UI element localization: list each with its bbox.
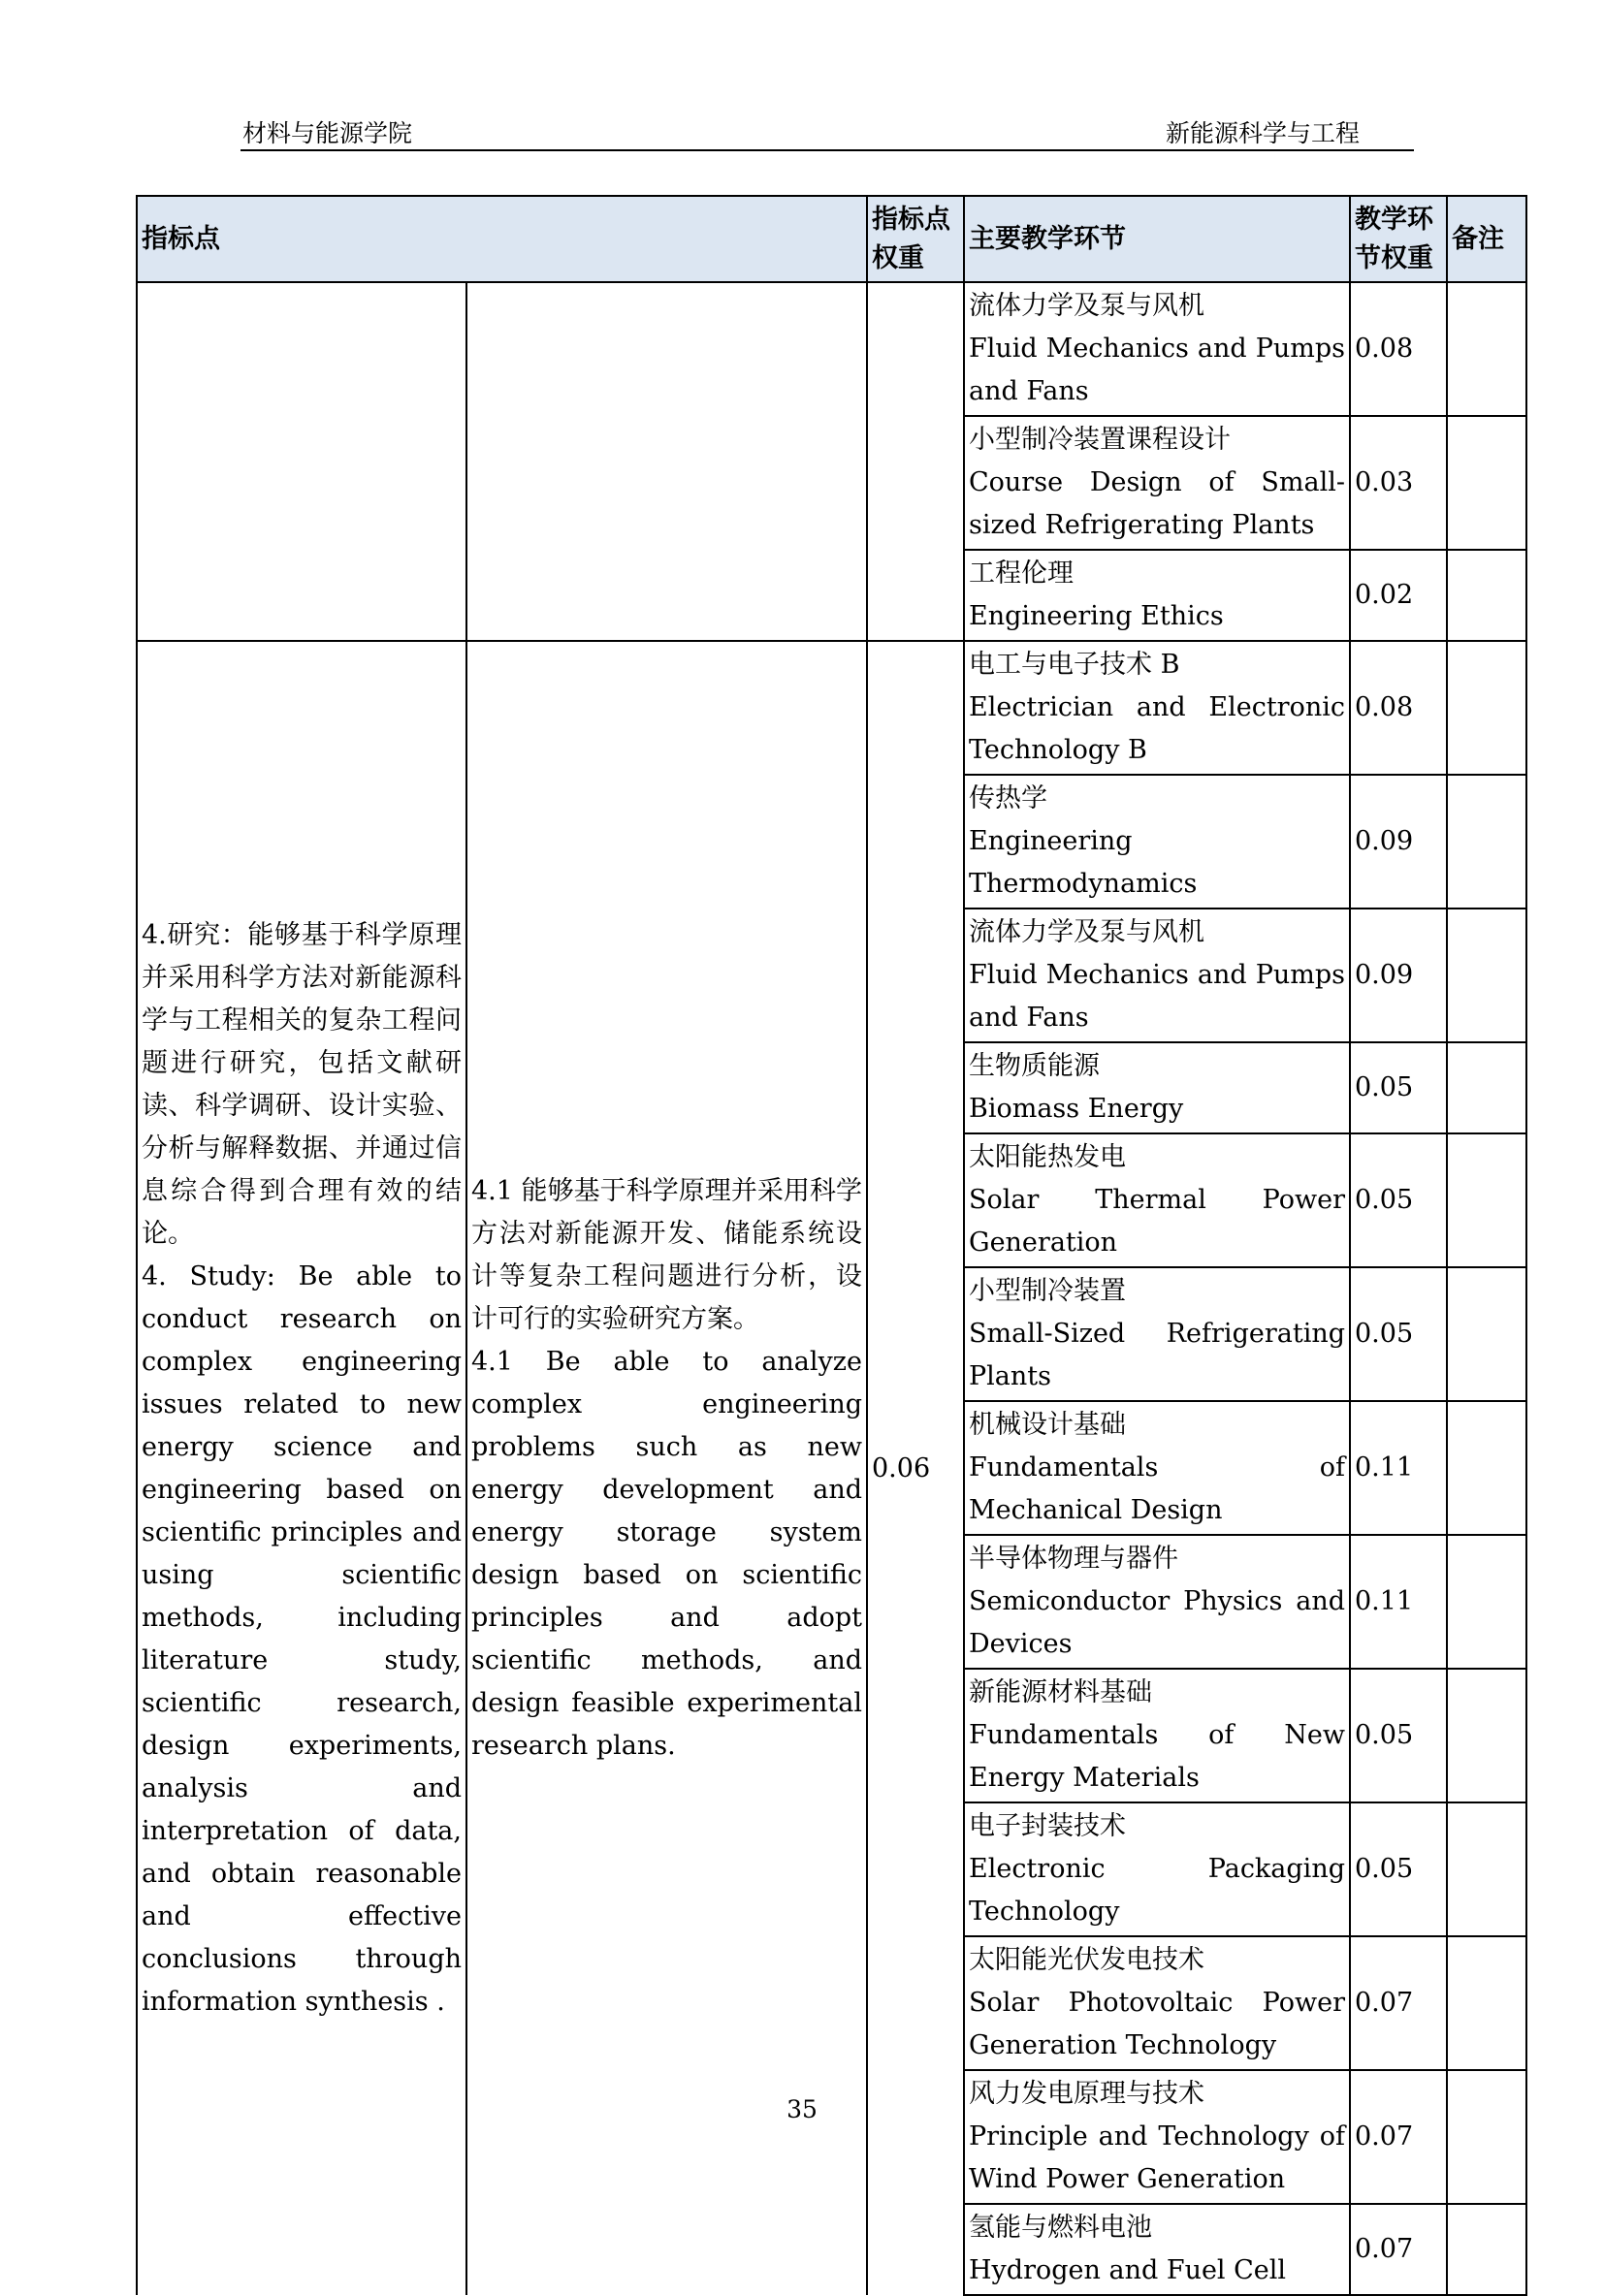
- teaching-link-cell: [964, 1042, 1350, 1133]
- link-weight: 0.05: [1350, 1267, 1447, 1401]
- link-zh: 流体力学及泵与风机: [969, 917, 1204, 947]
- link-en: Fluid Mechanics and Pumps and Fans: [969, 334, 1345, 406]
- link-en: Electronic Packaging Technology: [969, 1854, 1345, 1927]
- header-major: 新能源科学与工程: [1165, 119, 1360, 147]
- remark-cell: [1447, 282, 1526, 416]
- prev-requirement-cell: [137, 282, 466, 641]
- header-link-weight-line1: 教学环: [1355, 204, 1433, 235]
- link-zh: 生物质能源: [969, 1051, 1100, 1081]
- link-zh: 机械设计基础: [969, 1410, 1126, 1440]
- link-en: Fundamentals of Mechanical Design: [969, 1452, 1345, 1525]
- link-en: Small-Sized Refrigerating Plants: [969, 1319, 1345, 1391]
- link-zh: 太阳能光伏发电技术: [969, 1945, 1204, 1975]
- header-link-weight-line2: 节权重: [1355, 242, 1433, 273]
- link-en: Semiconductor Physics and Devices: [969, 1586, 1345, 1659]
- link-zh: 氢能与燃料电池: [969, 2213, 1152, 2243]
- page-header: [241, 109, 1414, 151]
- remark-cell: [1447, 550, 1526, 641]
- link-en: Fundamentals of New Energy Materials: [969, 1720, 1345, 1793]
- link-weight: 0.07: [1350, 1936, 1447, 2070]
- link-zh: 半导体物理与器件: [969, 1544, 1178, 1574]
- header-teaching-link: 主要教学环节: [964, 196, 1350, 282]
- link-en: Principle and Technology of Wind Power Generation: [969, 2121, 1345, 2194]
- remark-cell: [1447, 416, 1526, 550]
- remark-cell: [1447, 2070, 1526, 2204]
- teaching-link-cell: [964, 1802, 1350, 1936]
- teaching-link-cell: [964, 1936, 1350, 2070]
- indicator-cell: [466, 641, 867, 2295]
- remark-cell: [1447, 775, 1526, 909]
- link-weight: 0.05: [1350, 1042, 1447, 1133]
- remark-cell: [1447, 1802, 1526, 1936]
- table-header-row: [137, 196, 1526, 282]
- header-remarks: 备注: [1447, 196, 1526, 282]
- link-zh: 工程伦理: [969, 558, 1074, 589]
- teaching-link-cell: [964, 2070, 1350, 2204]
- link-weight: 0.05: [1350, 1802, 1447, 1936]
- remark-cell: [1447, 1401, 1526, 1535]
- remark-cell: [1447, 1267, 1526, 1401]
- link-en: Engineering Thermodynamics: [969, 826, 1198, 899]
- remark-cell: [1447, 2204, 1526, 2295]
- indicator-weight: 0.06: [867, 641, 964, 2295]
- link-weight: 0.11: [1350, 1535, 1447, 1669]
- teaching-link-cell: [964, 2204, 1350, 2295]
- header-indicator: 指标点: [137, 196, 867, 282]
- requirement-zh: 4.研究：能够基于科学原理并采用科学方法对新能源科学与工程相关的复杂工程问题进行研究，包括文献研读、科学调研、设计实验、分析与解释数据、并通过信息综合得到合理有效的结论。: [142, 919, 462, 1249]
- remark-cell: [1447, 1535, 1526, 1669]
- remark-cell: [1447, 909, 1526, 1042]
- teaching-link-cell: [964, 641, 1350, 775]
- teaching-link-cell: [964, 282, 1350, 416]
- header-link-weight: [1350, 196, 1447, 282]
- indicator-zh: 4.1 能够基于科学原理并采用科学方法对新能源开发、储能系统设计等复杂工程问题进行分析，设计可行的实验研究方案。: [471, 1175, 862, 1334]
- remark-cell: [1447, 1669, 1526, 1802]
- page-number: 35: [786, 2095, 818, 2123]
- link-weight: 0.07: [1350, 2070, 1447, 2204]
- link-en: Engineering Ethics: [969, 601, 1224, 631]
- teaching-link-cell: [964, 1669, 1350, 1802]
- link-en: Biomass Energy: [969, 1094, 1184, 1124]
- requirement-en: 4. Study: Be able to conduct research on complex engineering issues related to new energy science and engineering based on scientific principles and using scientific methods, including literature study, scientific research, design experiments, analysis and interpretation of data, and obtain reasonable and effective conclusions through information synthesis .: [142, 1260, 462, 2017]
- link-weight: 0.09: [1350, 909, 1447, 1042]
- prev-indicator-cell: [466, 282, 867, 641]
- link-weight: 0.05: [1350, 1669, 1447, 1802]
- link-zh: 风力发电原理与技术: [969, 2079, 1204, 2109]
- link-weight: 0.07: [1350, 2204, 1447, 2295]
- indicator-en: 4.1 Be able to analyze complex engineering problems such as new energy development and energy storage system design based on scientific principles and adopt scientific methods, and design feasible experimental research plans.: [471, 1346, 862, 1761]
- indicator-table: [136, 195, 1527, 2296]
- link-zh: 电工与电子技术 B: [969, 650, 1180, 680]
- link-zh: 流体力学及泵与风机: [969, 291, 1204, 321]
- table-row: [137, 282, 1526, 416]
- link-weight: 0.08: [1350, 641, 1447, 775]
- teaching-link-cell: [964, 909, 1350, 1042]
- link-zh: 太阳能热发电: [969, 1142, 1126, 1172]
- link-en: Solar Thermal Power Generation: [969, 1185, 1345, 1258]
- link-zh: 小型制冷装置课程设计: [969, 425, 1231, 455]
- teaching-link-cell: [964, 416, 1350, 550]
- link-en: Course Design of Small-sized Refrigerating Plants: [969, 467, 1345, 540]
- link-en: Hydrogen and Fuel Cell: [969, 2255, 1287, 2285]
- teaching-link-cell: [964, 775, 1350, 909]
- prev-indicator-weight-cell: [867, 282, 964, 641]
- link-zh: 电子封装技术: [969, 1811, 1126, 1841]
- header-indicator-weight-line2: 权重: [872, 242, 924, 273]
- teaching-link-cell: [964, 1267, 1350, 1401]
- link-weight: 0.05: [1350, 1133, 1447, 1267]
- link-en: Solar Photovoltaic Power Generation Technology: [969, 1988, 1345, 2060]
- link-weight: 0.09: [1350, 775, 1447, 909]
- link-zh: 传热学: [969, 783, 1047, 813]
- link-weight: 0.03: [1350, 416, 1447, 550]
- header-school: 材料与能源学院: [242, 119, 413, 147]
- requirement-cell: [137, 641, 466, 2295]
- link-weight: 0.11: [1350, 1401, 1447, 1535]
- remark-cell: [1447, 641, 1526, 775]
- remark-cell: [1447, 1042, 1526, 1133]
- header-indicator-weight: [867, 196, 964, 282]
- link-en: Fluid Mechanics and Pumps and Fans: [969, 960, 1345, 1033]
- teaching-link-cell: [964, 550, 1350, 641]
- link-weight: 0.08: [1350, 282, 1447, 416]
- remark-cell: [1447, 1936, 1526, 2070]
- link-zh: 小型制冷装置: [969, 1276, 1126, 1306]
- teaching-link-cell: [964, 1535, 1350, 1669]
- teaching-link-cell: [964, 1133, 1350, 1267]
- table-row: [137, 641, 1526, 775]
- link-weight: 0.02: [1350, 550, 1447, 641]
- link-zh: 新能源材料基础: [969, 1677, 1152, 1707]
- teaching-link-cell: [964, 1401, 1350, 1535]
- link-en: Electrician and Electronic Technology B: [969, 692, 1345, 765]
- remark-cell: [1447, 1133, 1526, 1267]
- header-indicator-weight-line1: 指标点: [872, 204, 950, 235]
